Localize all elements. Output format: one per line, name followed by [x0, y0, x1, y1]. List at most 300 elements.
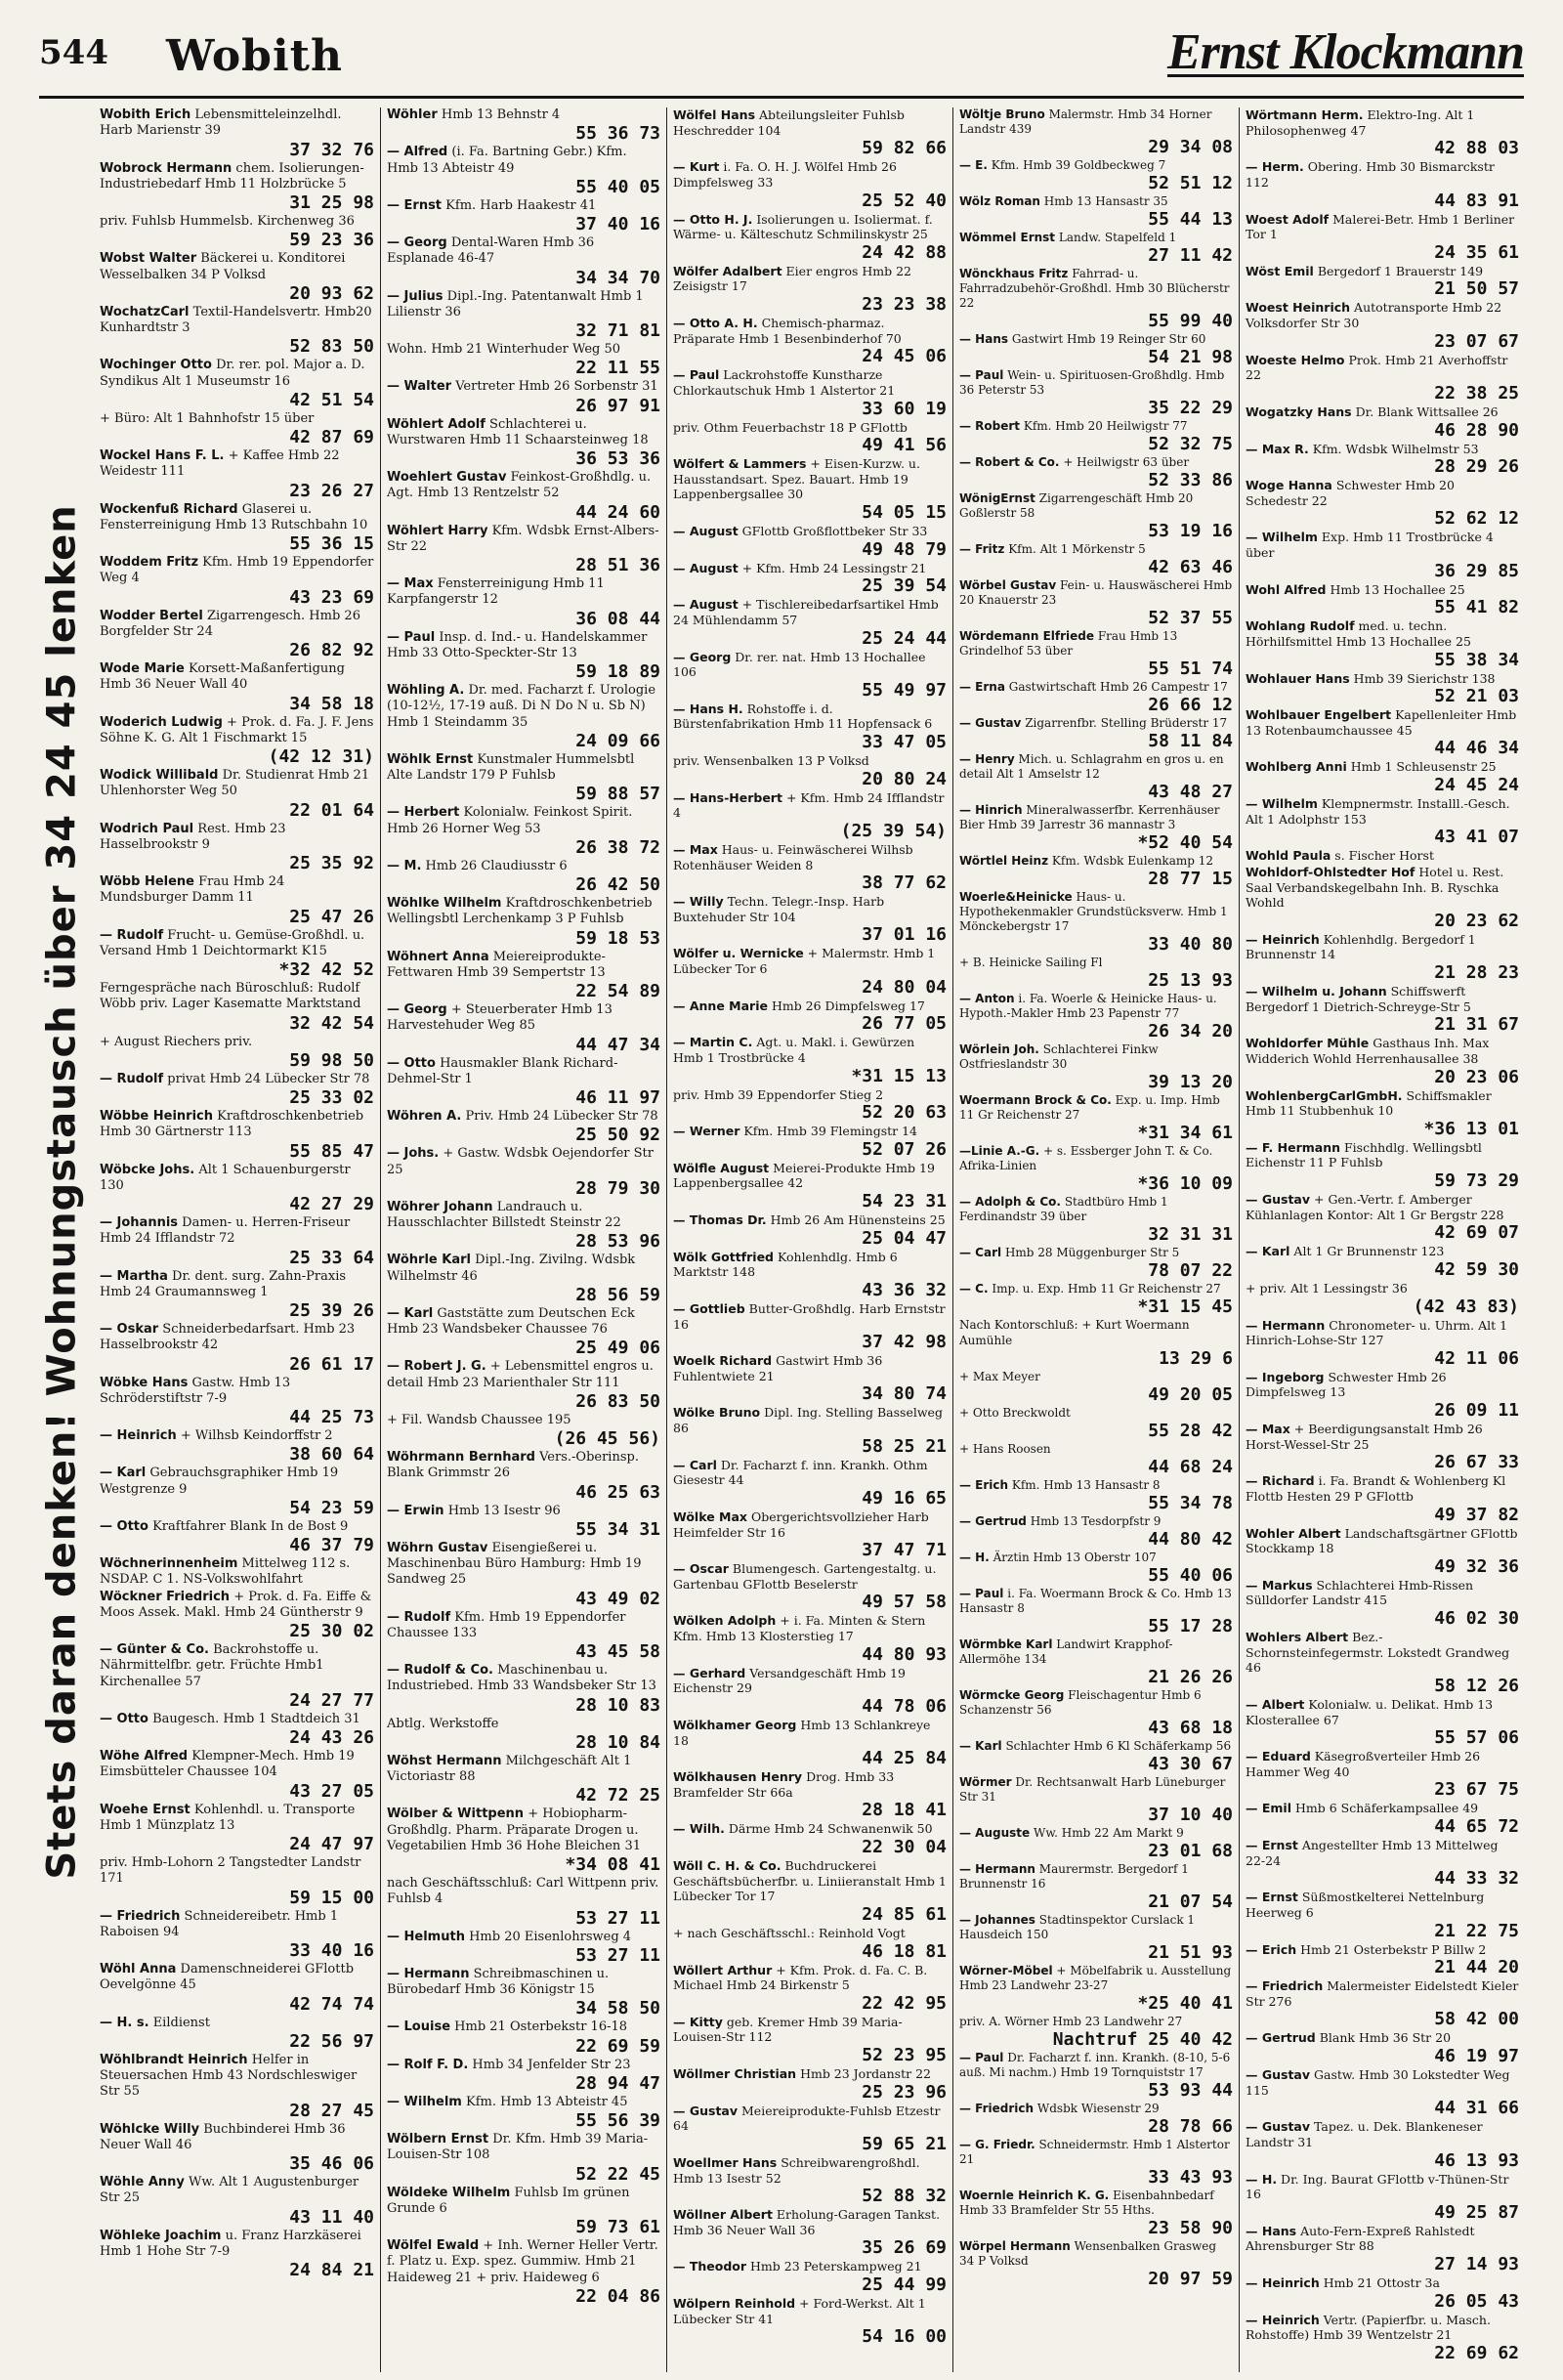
- entry-name: Wörmbke Karl: [959, 1637, 1053, 1651]
- entry-phone: 36 53 36: [575, 448, 660, 469]
- entry-info: Ferngespräche nach Büroschluß: Rudolf Wöbb priv. Lager Kasematte Marktstand: [100, 981, 361, 1012]
- directory-entry: [959, 2138, 1233, 2188]
- entry-phone: 59 98 50: [289, 1049, 374, 1071]
- directory-entry: [1246, 1697, 1519, 1748]
- entry-info: Schwester Hmb 26 Dimpfelsweg 13: [1246, 1369, 1447, 1400]
- directory-entry: [387, 524, 660, 576]
- entry-phone: 26 09 11: [1434, 1400, 1519, 1421]
- entry-phone: 23 58 90: [1148, 2218, 1233, 2238]
- entry-phone: 25 04 47: [862, 1227, 947, 1249]
- entry-phone: 46 18 81: [862, 1940, 947, 1962]
- entry-name: — Emil: [1246, 1801, 1291, 1816]
- entry-info: Kfm. Hmb 20 Heilwigstr 77: [1023, 419, 1188, 433]
- entry-phone: 43 11 40: [289, 2206, 374, 2228]
- entry-phone: 52 21 03: [1434, 686, 1519, 707]
- entry-name: Wöbb Helene: [100, 874, 194, 889]
- entry-phone: 55 51 74: [1148, 659, 1233, 679]
- entry-name: — Robert: [959, 419, 1021, 433]
- entry-name: Wörpel Hermann: [959, 2239, 1071, 2253]
- entry-phone: 21 50 57: [1434, 278, 1519, 300]
- entry-name: — Martha: [100, 1268, 168, 1284]
- entry-name: — Gustav: [959, 716, 1022, 730]
- entry-name: — H.: [1246, 2171, 1278, 2187]
- entry-name: — August: [673, 524, 739, 538]
- entry-info: + priv. Alt 1 Lessingstr 36: [1246, 1280, 1408, 1296]
- directory-entry: [100, 715, 374, 768]
- entry-info: Exp. Hmb 11 Trostbrücke 4 über: [1246, 530, 1494, 560]
- entry-phone: 25 52 40: [862, 190, 947, 211]
- entry-info: Feinkost-Großhdlg. u. Agt. Hmb 13 Rentzelstr 52: [387, 470, 652, 501]
- entry-info: Meierei-Produkte Hmb 19 Lappenbergsallee 42: [673, 1160, 935, 1191]
- entry-phone: 49 20 05: [1148, 1384, 1233, 1405]
- entry-name: Wohl Alfred: [1246, 581, 1327, 597]
- directory-entry: [387, 198, 660, 234]
- entry-phone: 59 73 61: [575, 2217, 660, 2237]
- entry-name: Woest Adolf: [1246, 211, 1330, 227]
- directory-entry: [100, 2229, 374, 2281]
- entry-name: — Paul: [959, 2051, 1004, 2064]
- entry-phone: 28 29 26: [1434, 456, 1519, 478]
- entry-name: — Wilhelm: [1246, 530, 1318, 545]
- directory-entry: [959, 1282, 1233, 1317]
- entry-name: Wöhlert Adolf: [387, 416, 486, 432]
- entry-name: — H. s.: [100, 2015, 149, 2030]
- directory-entry: [1246, 796, 1519, 847]
- entry-phone: 32 42 54: [289, 1012, 374, 1034]
- directory-entry: [959, 716, 1233, 751]
- directory-entry: [1246, 618, 1519, 669]
- entry-name: — Rudolf & Co.: [387, 1663, 493, 1678]
- entry-name: — Paul: [959, 368, 1004, 382]
- entry-info: Dr. rer. pol. Major a. D. Syndikus Alt 1 Museumstr 16: [100, 358, 365, 389]
- entry-phone: 26 83 50: [575, 1390, 660, 1412]
- entry-info: Lackrohstoffe Kunstharze Chlorkautschuk Hmb 1 Alstertor 21: [673, 367, 896, 398]
- entry-name: Wöhlk Ernst: [387, 751, 474, 767]
- directory-entry: [959, 2102, 1233, 2137]
- directory-entry: [100, 502, 374, 555]
- entry-name: — Karl: [1246, 1244, 1290, 1259]
- directory-entry: [100, 1590, 374, 1642]
- entry-name: Wördemann Elfriede: [959, 629, 1094, 643]
- entry-info: Kohlenhdlg. Bergedorf 1 Brunnenstr 14: [1246, 931, 1476, 962]
- entry-info: Dr. dent. surg. Zahn-Praxis Hmb 24 Graumannsweg 1: [100, 1268, 347, 1299]
- entry-name: — Heinrich: [1246, 2312, 1320, 2327]
- entry-name: Wöldeke Wilhelm: [387, 2185, 511, 2200]
- directory-entry: [959, 1478, 1233, 1513]
- entry-name: — Johannes: [959, 1913, 1035, 1927]
- entry-info: + Kfm. Hmb 24 Ifflandstr 4: [673, 789, 945, 821]
- entry-info: Techn. Telegr.-Insp. Harb Buxtehuder Str 104: [673, 894, 885, 924]
- directory-entry: [959, 1551, 1233, 1586]
- entry-info: + Hans Roosen: [959, 1442, 1051, 1456]
- entry-info: Gastwirt Hmb 19 Reinger Str 60: [1011, 332, 1206, 346]
- entry-phone: 22 56 97: [289, 2030, 374, 2052]
- entry-info: Zigarrenfbr. Stelling Brüderstr 17: [1025, 716, 1228, 730]
- entry-info: Hmb 26 Dimpfelsweg 17: [771, 998, 925, 1013]
- entry-info: Kfm. Wdsbk Wilhelmstr 53: [1312, 441, 1479, 456]
- entry-info: + nach Geschäftsschl.: Reinhold Vogt: [673, 1925, 906, 1940]
- entry-info: Glaserei u. Fensterreinigung Hmb 13 Rutschbahn 10: [100, 501, 368, 532]
- entry-phone: 36 29 85: [1434, 560, 1519, 581]
- entry-info: Hmb 26 Claudiusstr 6: [425, 858, 568, 873]
- entry-info: Kraftfahrer Blank In de Bost 9: [152, 1518, 349, 1534]
- entry-name: Wöhler: [387, 107, 438, 122]
- entry-phone: 55 36 73: [575, 123, 660, 145]
- directory-entry: [959, 1370, 1233, 1405]
- entry-phone: 55 57 06: [1434, 1727, 1519, 1749]
- entry-info: Eisengießerei u. Maschinenbau Büro Hamburg: Hmb 19 Sandweg 25: [387, 1540, 642, 1588]
- directory-entry: [100, 305, 374, 358]
- directory-entry: [959, 578, 1233, 628]
- directory-entry: [100, 1035, 374, 1071]
- entry-info: Hmb 21 Osterbekstr P Billw 2: [1300, 1941, 1487, 1957]
- entry-info: Kfm. Alt 1 Mörkenstr 5: [1008, 542, 1146, 556]
- directory-entry: [387, 2095, 660, 2131]
- entry-phone: *36 10 09: [1137, 1173, 1233, 1194]
- directory-entry: [959, 2239, 1233, 2289]
- entry-info: Landw. Stapelfeld 1: [1058, 231, 1177, 244]
- entry-info: Buchdruckerei Geschäftsbücherfbr. u. Liniieranstalt Hmb 1 Lübecker Tor 17: [673, 1858, 947, 1904]
- directory-entry: [959, 1862, 1233, 1912]
- entry-info: Stadtinspektor Curslack 1 Hausdeich 150: [959, 1913, 1196, 1941]
- entry-name: — Markus: [1246, 1577, 1313, 1593]
- directory-entry: [387, 2019, 660, 2056]
- entry-phone: 24 80 04: [862, 976, 947, 998]
- entry-phone: 26 42 50: [575, 874, 660, 895]
- entry-phone: 25 50 92: [575, 1125, 660, 1146]
- entry-name: Wörmer: [959, 1775, 1012, 1789]
- directory-entry: [673, 1161, 947, 1211]
- directory-columns: [94, 107, 1526, 2372]
- entry-name: Wöltje Bruno: [959, 107, 1045, 121]
- directory-entry: [387, 1876, 660, 1929]
- entry-phone: 27 14 93: [1434, 2254, 1519, 2274]
- entry-name: — H.: [959, 1551, 990, 1564]
- entry-phone: 22 69 59: [575, 2035, 660, 2057]
- entry-info: Klempner-Mech. Hmb 19 Eimsbütteler Chaussee 104: [100, 1749, 355, 1780]
- entry-phone: 33 40 16: [289, 1940, 374, 1961]
- entry-info: Frau Hmb 24 Mundsburger Damm 11: [100, 874, 285, 906]
- entry-phone: 54 21 98: [1148, 347, 1233, 367]
- entry-name: — Hermann: [959, 1862, 1035, 1876]
- entry-phone: 25 23 96: [862, 2081, 947, 2103]
- entry-phone: 52 83 50: [289, 336, 374, 358]
- directory-entry: [1246, 300, 1519, 351]
- entry-info: Kfm. Hmb 13 Abteistr 45: [466, 2094, 628, 2109]
- entry-info: Gastwirt Hmb 36 Fuhlentwiete 21: [673, 1353, 883, 1383]
- entry-info: Kfm. Harb Haakestr 41: [445, 197, 597, 213]
- directory-entry: [959, 890, 1233, 955]
- entry-phone: 53 93 44: [1148, 2080, 1233, 2101]
- entry-phone: 46 19 97: [1434, 2046, 1519, 2066]
- entry-name: — M.: [387, 858, 422, 873]
- entry-name: Wöhlert Harry: [387, 523, 488, 538]
- entry-phone: 25 24 44: [862, 627, 947, 649]
- entry-phone: 22 42 95: [862, 1992, 947, 2014]
- entry-phone: 55 99 40: [1148, 311, 1233, 331]
- entry-info: Eisenbahnbedarf Hmb 33 Bramfelder Str 55 Hths.: [959, 2189, 1214, 2217]
- entry-phone: 37 47 71: [862, 1540, 947, 1561]
- entry-phone: 42 72 25: [575, 1785, 660, 1806]
- directory-entry: [387, 1717, 660, 1753]
- entry-phone: 24 85 61: [862, 1903, 947, 1925]
- entry-name: — Wilhelm u. Johann: [1246, 984, 1387, 999]
- entry-phone: 37 42 98: [862, 1332, 947, 1353]
- entry-phone: 59 15 00: [289, 1887, 374, 1908]
- entry-name: — Robert J. G.: [387, 1359, 486, 1375]
- entry-info: Rohstoffe i. d. Bürstenfabrikation Hmb 11 Hopfensack 6: [673, 701, 933, 732]
- entry-info: Fein- u. Hauswäscherei Hmb 20 Knauerstr 23: [959, 578, 1233, 607]
- directory-entry: [1246, 932, 1519, 983]
- entry-name: — Albert: [1246, 1696, 1305, 1712]
- entry-phone: 53 19 16: [1148, 521, 1233, 541]
- entry-phone: 52 20 63: [862, 1102, 947, 1124]
- directory-entry: [1246, 1890, 1519, 1940]
- entry-name: Wölbern Ernst: [387, 2132, 489, 2146]
- directory-entry: [673, 1212, 947, 1249]
- entry-info: Haus- u. Feinwäscherei Wilhsb Rotenhäuser Weiden 8: [673, 841, 913, 872]
- entry-phone: 25 33 02: [289, 1087, 374, 1108]
- entry-info: Hmb 26 Am Hünensteins 25: [770, 1212, 946, 1227]
- entry-name: — Eduard: [1246, 1749, 1311, 1764]
- entry-name: — Karl: [959, 1739, 1002, 1753]
- entry-info: Kolonialw. u. Delikat. Hmb 13 Klosterallee 67: [1246, 1696, 1494, 1727]
- directory-entry: [387, 1146, 660, 1199]
- entry-info: i. Fa. Brandt & Wohlenberg Kl Flottb Hesten 29 P GFlottb: [1246, 1473, 1506, 1504]
- entry-info: Stadtbüro Hmb 1 Ferdinandstr 39 über: [959, 1195, 1168, 1223]
- directory-entry: [673, 107, 947, 158]
- directory-entry: [1246, 1281, 1519, 1317]
- directory-entry: [100, 107, 374, 160]
- entry-info: Hmb 13 Hansastr 35: [1043, 194, 1168, 208]
- entry-info: + Otto Breckwoldt: [959, 1406, 1071, 1420]
- entry-info: Hmb 28 Müggenburger Str 5: [1004, 1246, 1180, 1259]
- directory-entry: [1246, 1473, 1519, 1524]
- directory-entry: [673, 999, 947, 1035]
- entry-info: + Max Meyer: [959, 1370, 1040, 1383]
- directory-entry: [387, 1930, 660, 1966]
- entry-info: Schlachterei Finkw Ostfrieslandstr 30: [959, 1042, 1159, 1071]
- entry-name: — Rudolf: [100, 1071, 164, 1086]
- entry-phone: 37 10 40: [1148, 1805, 1233, 1825]
- entry-phone: 52 07 26: [862, 1138, 947, 1160]
- directory-entry: [959, 194, 1233, 230]
- entry-phone: 44 83 91: [1434, 190, 1519, 211]
- directory-entry: [387, 1253, 660, 1305]
- directory-entry: [387, 1541, 660, 1609]
- entry-name: Wölfle August: [673, 1160, 770, 1175]
- directory-entry: [673, 212, 947, 263]
- directory-entry: [959, 1144, 1233, 1194]
- entry-name: — Erna: [959, 680, 1005, 694]
- directory-entry: [959, 1042, 1233, 1092]
- entry-name: — Gustav: [673, 2103, 739, 2118]
- directory-entry: [959, 1514, 1233, 1550]
- entry-info: Dipl.-Ing. Patentanwalt Hmb 1 Lilienstr 36: [387, 288, 644, 319]
- directory-entry: [387, 2238, 660, 2307]
- directory-entry: [387, 107, 660, 144]
- directory-entry: [100, 874, 374, 927]
- directory-column: [380, 107, 666, 2372]
- entry-phone: 44 47 34: [575, 1034, 660, 1055]
- entry-phone: 28 79 30: [575, 1177, 660, 1199]
- directory-entry: [959, 455, 1233, 490]
- entry-name: — Erich: [959, 1478, 1009, 1492]
- entry-name: Woest Heinrich: [1246, 300, 1351, 316]
- directory-entry: [1246, 848, 1519, 864]
- directory-entry: [673, 367, 947, 418]
- entry-name: — Ernst: [1246, 1838, 1298, 1852]
- entry-name: Wölk Gottfried: [673, 1249, 774, 1264]
- entry-info: Hmb 13 Schlankreye 18: [673, 1717, 931, 1748]
- entry-info: Schreibwarengroßhdl. Hmb 13 Isestr 52: [673, 2154, 920, 2186]
- entry-phone: 26 05 43: [1434, 2290, 1519, 2312]
- directory-entry: [100, 1519, 374, 1555]
- entry-phone: 44 25 73: [289, 1407, 374, 1427]
- entry-phone: *31 34 61: [1137, 1123, 1233, 1143]
- entry-info: Gastwirtschaft Hmb 26 Campestr 17: [1008, 680, 1228, 694]
- entry-name: Woge Hanna: [1246, 478, 1332, 493]
- entry-info: Schiffswerft Bergedorf 1 Dietrich-Schreyge-Str 5: [1246, 984, 1471, 1014]
- entry-info: Fischhdlg. Wellingsbtl Eichenstr 11 P Fuhlsb: [1246, 1139, 1482, 1170]
- directory-entry: [100, 609, 374, 661]
- entry-name: — Gertrud: [959, 1514, 1027, 1528]
- entry-info: Ww. Hmb 22 Am Markt 9: [1034, 1826, 1184, 1840]
- entry-phone: 34 58 50: [575, 1998, 660, 2019]
- directory-entry: [959, 1093, 1233, 1143]
- entry-phone: 52 88 32: [862, 2186, 947, 2207]
- page-title: Wobith: [166, 31, 343, 81]
- directory-entry: [673, 1509, 947, 1560]
- entry-phone: 28 51 36: [575, 555, 660, 575]
- entry-phone: 23 67 75: [1434, 1779, 1519, 1801]
- entry-phone: 22 01 64: [289, 799, 374, 821]
- entry-name: Woderich Ludwig: [100, 714, 223, 730]
- entry-info: Blumengesch. Gartengestaltg. u. Gartenbau GFlottb Beselerstr: [673, 1561, 937, 1592]
- entry-name: Wöllmer Christian: [673, 2066, 797, 2081]
- directory-entry: [959, 992, 1233, 1041]
- entry-name: Wöhling A.: [387, 683, 465, 698]
- entry-name: Wodrich Paul: [100, 821, 194, 836]
- entry-phone: 58 11 84: [1148, 731, 1233, 751]
- entry-phone: 78 07 22: [1148, 1260, 1233, 1281]
- entry-name: Wode Marie: [100, 661, 185, 676]
- entry-info: Milchgeschäft Alt 1 Victoriastr 88: [387, 1753, 632, 1784]
- entry-info: Gastw. Hmb 30 Lokstedter Weg 115: [1246, 2067, 1510, 2098]
- entry-phone: 20 80 24: [862, 768, 947, 789]
- directory-entry: [1246, 759, 1519, 795]
- entry-name: Wöhleke Joachim: [100, 2228, 222, 2243]
- entry-name: — Georg: [673, 649, 732, 664]
- entry-phone: 55 41 82: [1434, 597, 1519, 618]
- entry-info: Fahrrad- u. Fahrradzubehör-Großhdl. Hmb 30 Blücherstr 22: [959, 267, 1230, 310]
- entry-phone: 59 18 89: [575, 661, 660, 682]
- entry-phone: 49 32 36: [1434, 1555, 1519, 1577]
- entry-phone: 24 27 77: [289, 1689, 374, 1711]
- entry-phone: 55 17 28: [1148, 1616, 1233, 1636]
- entry-phone: 44 80 93: [862, 1643, 947, 1665]
- directory-entry: [387, 805, 660, 858]
- entry-info: Versandgeschäft Hmb 19 Eichenstr 29: [673, 1665, 906, 1696]
- directory-entry: [959, 267, 1233, 331]
- entry-name: — Friedrich: [959, 2102, 1035, 2115]
- directory-entry: [1246, 1422, 1519, 1472]
- entry-phone: 49 16 65: [862, 1487, 947, 1509]
- entry-info: i. Fa. Woermann Brock & Co. Hmb 13 Hansastr 8: [959, 1587, 1232, 1615]
- entry-info: Käsegroßverteiler Hmb 26 Hammer Weg 40: [1246, 1749, 1481, 1779]
- entry-name: Wöhren A.: [387, 1109, 462, 1124]
- entry-phone: 24 47 97: [289, 1834, 374, 1854]
- directory-entry: [959, 2051, 1233, 2101]
- entry-phone: 55 49 97: [862, 679, 947, 701]
- entry-phone: 43 36 32: [862, 1279, 947, 1300]
- entry-phone: 25 13 93: [1148, 970, 1233, 991]
- entry-info: Klempnermstr. Installl.-Gesch. Alt 1 Adolphstr 153: [1246, 796, 1510, 827]
- entry-info: Kraftdroschkenbetrieb Wellingsbtl Lerchenkamp 3 P Fuhlsb: [387, 896, 653, 927]
- entry-info: Hmb 13 Behnstr 4: [441, 107, 561, 122]
- entry-name: — Friedrich: [1246, 1978, 1324, 1994]
- entry-name: Wöhrer Johann: [387, 1199, 493, 1214]
- entry-phone: 25 49 06: [575, 1338, 660, 1359]
- entry-name: Wöhe Alfred: [100, 1749, 189, 1764]
- entry-phone: (26 45 56): [554, 1428, 660, 1449]
- directory-entry: [100, 358, 374, 410]
- entry-phone: 25 39 54: [862, 575, 947, 597]
- entry-name: Woellmer Hans: [673, 2154, 778, 2170]
- entry-info: Schlachterei u. Wurstwaren Hmb 11 Schaarsteinweg 18: [387, 416, 649, 447]
- directory-entry: [673, 597, 947, 648]
- entry-info: Zigarrengesch. Hmb 26 Borgfelder Str 24: [100, 608, 360, 639]
- entry-info: s. Fischer Horst: [1334, 848, 1434, 864]
- entry-phone: 44 46 34: [1434, 738, 1519, 759]
- entry-info: Maurermstr. Bergedorf 1 Brunnenstr 16: [959, 1862, 1189, 1891]
- directory-column: [666, 107, 952, 2372]
- entry-info: Textil-Handelsvertr. Hmb20 Kunhardtstr 3: [100, 304, 372, 335]
- entry-name: Woelk Richard: [673, 1353, 773, 1369]
- directory-entry: [1246, 2224, 1519, 2274]
- entry-name: Wölke Max: [673, 1509, 747, 1524]
- directory-entry: [387, 145, 660, 197]
- entry-info: nach Geschäftsschluß: Carl Wittpenn priv. Fuhlsb 4: [387, 1876, 659, 1907]
- entry-phone: 38 77 62: [862, 872, 947, 894]
- entry-name: — Oscar: [673, 1561, 729, 1577]
- entry-info: Exp. u. Imp. Hmb 11 Gr Reichenstr 27: [959, 1093, 1220, 1122]
- directory-entry: [100, 1466, 374, 1518]
- entry-name: Wohler Albert: [1246, 1525, 1341, 1541]
- entry-name: — Otto: [100, 1711, 148, 1726]
- entry-phone: 43 23 69: [289, 586, 374, 608]
- entry-info: Imp. u. Exp. Hmb 11 Gr Reichenstr 27: [992, 1282, 1221, 1296]
- entry-phone: 24 42 88: [862, 241, 947, 263]
- directory-entry: [387, 1306, 660, 1359]
- directory-entry: [673, 2066, 947, 2103]
- entry-phone: 21 22 75: [1434, 1920, 1519, 1941]
- entry-name: Wölfel Ewald: [387, 2238, 480, 2253]
- directory-entry: [100, 661, 374, 714]
- directory-entry: [387, 950, 660, 1002]
- directory-entry: [673, 1087, 947, 1124]
- entry-name: — Erwin: [387, 1503, 444, 1518]
- entry-name: — Georg: [387, 1002, 447, 1017]
- entry-phone: 43 49 02: [575, 1588, 660, 1609]
- entry-info: Isolierungen u. Isoliermat. f. Wärme- u. Kälteschutz Schmilinskystr 25: [673, 211, 933, 242]
- entry-phone: 59 82 66: [862, 138, 947, 159]
- entry-name: Wölz Roman: [959, 194, 1040, 208]
- directory-entry: [673, 561, 947, 597]
- directory-entry: [673, 1458, 947, 1509]
- entry-info: + Fil. Wandsb Chaussee 195: [387, 1412, 571, 1427]
- directory-entry: [1246, 1801, 1519, 1837]
